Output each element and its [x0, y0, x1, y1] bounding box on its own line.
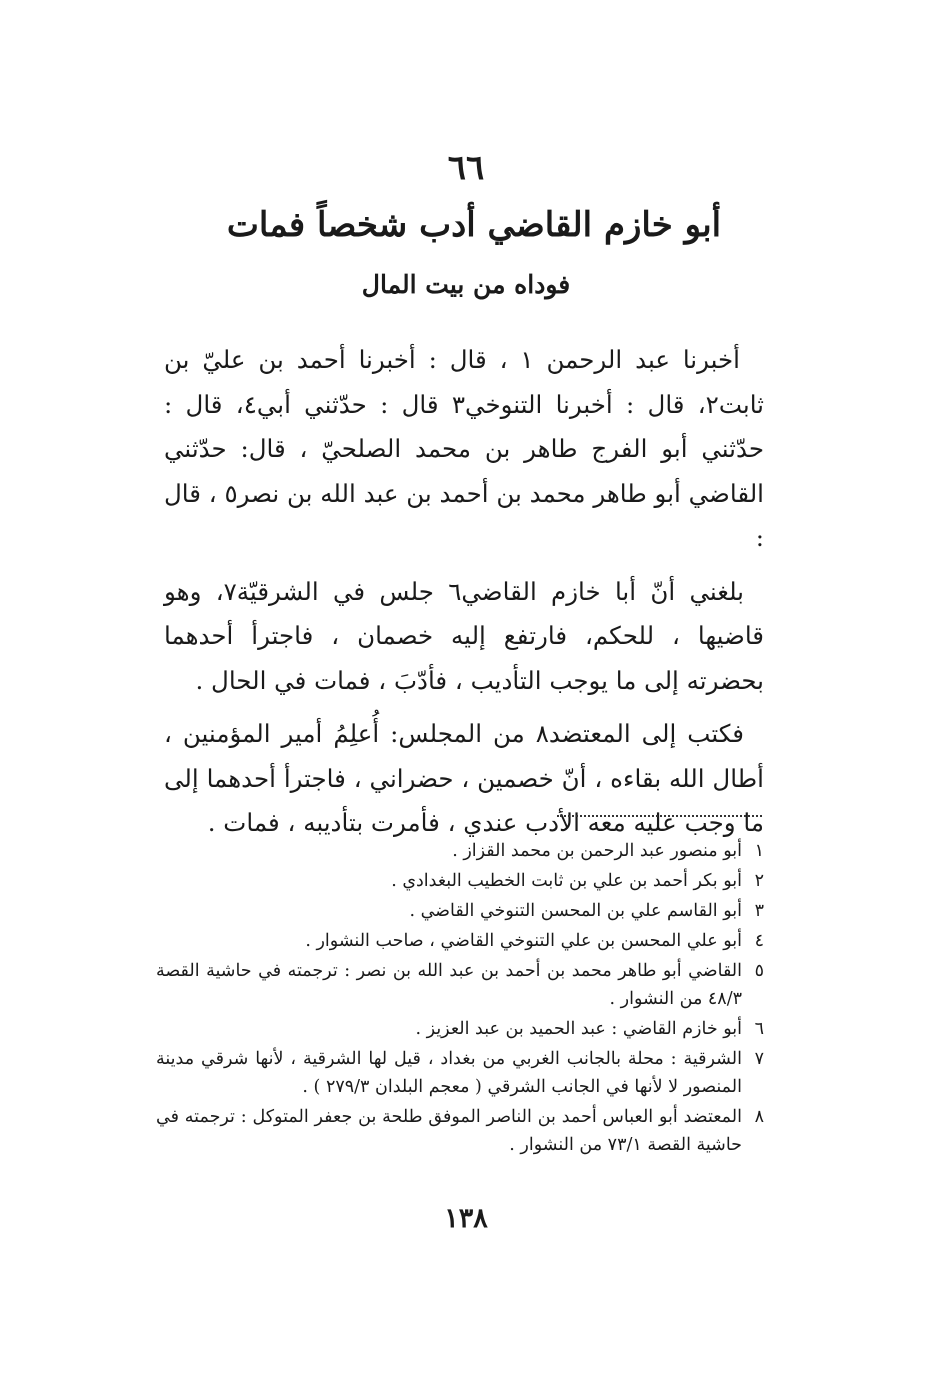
footnote-item: [156, 897, 764, 925]
story-number: ٦٦: [447, 148, 485, 188]
story-body: [164, 338, 764, 855]
footnote-number: ٦: [754, 1019, 764, 1039]
footnote-text: أبو علي المحسن بن علي التنوخي القاضي ، صاحب النشوار .: [305, 931, 742, 951]
paragraph-isnad: أخبرنا عبد الرحمن ١ ، قال : أخبرنا أحمد بن عليّ بن ثابت٢، قال : أخبرنا التنوخي٣ قال : حدّثني أبي٤، قال : حدّثني أبو الفرج طاهر بن محمد الصلحيّ ، قال: حدّثني القاضي أبو طاهر محمد بن أحمد بن عبد الله بن نصر٥ ، قال :: [164, 345, 765, 552]
footnote-number: ٣: [754, 901, 764, 921]
footnote-text: أبو القاسم علي بن المحسن التنوخي القاضي .: [409, 901, 742, 921]
footnote-number: ١: [754, 841, 764, 861]
footnotes-list: [156, 837, 764, 1161]
page-number: ١٣٨: [444, 1203, 488, 1234]
story-subtitle: فوداه من بيت المال: [361, 270, 571, 299]
footnote-item: [156, 1045, 764, 1101]
footnote-text: المعتضد أبو العباس أحمد بن الناصر الموفق طلحة بن جعفر المتوكل : ترجمته في حاشية القصة ٧٣/١ من النشوار .: [156, 1107, 742, 1155]
footnote-item: [156, 837, 764, 865]
footnote-item: [156, 927, 764, 955]
footnote-item: [156, 957, 764, 1013]
footnote-item: [156, 1015, 764, 1043]
footnote-separator: [557, 815, 762, 817]
paragraph-letter: فكتب إلى المعتضد٨ من المجلس: أُعلِمُ أمير المؤمنين ، أطال الله بقاءه ، أنّ خصمين ، حضراني ، فاجترأ أحدهما إلى ما وجب عليه معه الأدب عندي ، فأمرت بتأديبه ، فمات .: [164, 719, 764, 837]
footnote-number: ٧: [754, 1049, 764, 1069]
footnote-number: ٥: [754, 961, 764, 981]
footnote-number: ٨: [754, 1107, 764, 1127]
footnote-text: أبو خازم القاضي : عبد الحميد بن عبد العزيز .: [415, 1019, 742, 1039]
footnote-number: ٢: [754, 871, 764, 891]
footnote-number: ٤: [754, 931, 764, 951]
footnote-text: الشرقية : محلة بالجانب الغربي من بغداد ، قيل لها الشرقية ، لأنها شرقي مدينة المنصور لا لأنها في الجانب الشرقي ( معجم البلدان ٢٧٩/٣ ) .: [156, 1049, 742, 1097]
footnote-item: [156, 1103, 764, 1159]
story-title: أبو خازم القاضي أدب شخصاً فمات: [226, 205, 722, 245]
footnote-text: أبو منصور عبد الرحمن بن محمد القزاز .: [452, 841, 742, 861]
footnote-item: [156, 867, 764, 895]
footnote-text: أبو بكر أحمد بن علي بن ثابت الخطيب البغدادي .: [391, 871, 742, 891]
footnote-text: القاضي أبو طاهر محمد بن أحمد بن عبد الله بن نصر : ترجمته في حاشية القصة ٤٨/٣ من النشوار .: [156, 961, 742, 1009]
paragraph-narration: بلغني أنّ أبا خازم القاضي٦ جلس في الشرقيّة٧، وهو قاضيها ، للحكم، فارتفع إليه خصمان ، فاجترأ أحدهما بحضرته إلى ما يوجب التأديب ، فأدّبَ ، فمات في الحال .: [164, 576, 764, 695]
